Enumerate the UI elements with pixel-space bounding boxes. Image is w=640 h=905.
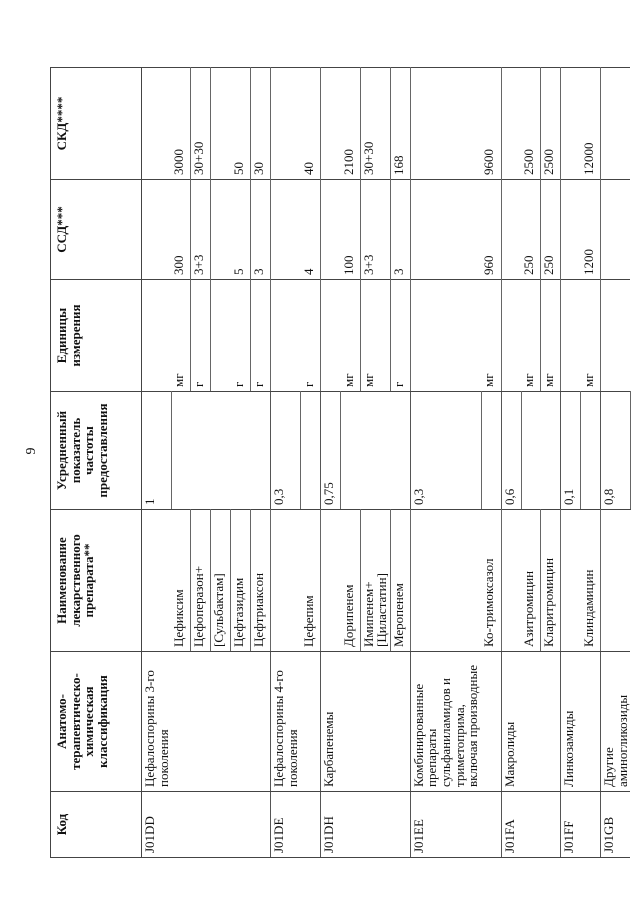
cell-units bbox=[271, 280, 301, 392]
cell-code bbox=[301, 792, 321, 858]
cell-drug: Цефиксим bbox=[171, 510, 191, 652]
header-frequency: Усредненный показатель частоты предоставления bbox=[51, 392, 142, 510]
cell-drug: Имипенем+[Циластатин] bbox=[360, 510, 390, 652]
cell-code: J01FA bbox=[501, 792, 521, 858]
cell-skd bbox=[211, 68, 231, 180]
cell-code bbox=[481, 792, 501, 858]
cell-drug bbox=[142, 510, 172, 652]
cell-units bbox=[601, 280, 631, 392]
table-row bbox=[481, 68, 501, 858]
cell-units: г bbox=[301, 280, 321, 392]
cell-ssd bbox=[271, 180, 301, 280]
cell-units bbox=[142, 280, 172, 392]
cell-units bbox=[501, 280, 521, 392]
rotated-table-container bbox=[50, 68, 640, 858]
cell-frequency bbox=[581, 392, 601, 510]
cell-skd: 30+30 bbox=[191, 68, 211, 180]
cell-ssd bbox=[501, 180, 521, 280]
cell-skd bbox=[142, 68, 172, 180]
cell-ssd: 250 bbox=[521, 180, 541, 280]
cell-atc: Цефалоспорины 3-го поколения bbox=[142, 652, 172, 792]
cell-drug: [Сульбактам] bbox=[211, 510, 231, 652]
cell-frequency bbox=[211, 392, 231, 510]
table-row bbox=[601, 68, 631, 858]
cell-skd bbox=[271, 68, 301, 180]
cell-ssd: 5 bbox=[231, 180, 251, 280]
cell-units: г bbox=[231, 280, 251, 392]
cell-drug: Кларитромицин bbox=[541, 510, 561, 652]
cell-drug: Ко-тримоксазол bbox=[481, 510, 501, 652]
cell-ssd: 300 bbox=[171, 180, 191, 280]
cell-skd: 9600 bbox=[481, 68, 501, 180]
cell-frequency: 1 bbox=[142, 392, 172, 510]
table-row bbox=[501, 68, 521, 858]
cell-ssd: 3+3 bbox=[191, 180, 211, 280]
table-row bbox=[171, 68, 191, 858]
cell-frequency: 0,75 bbox=[321, 392, 341, 510]
cell-drug: Цефепим bbox=[301, 510, 321, 652]
cell-atc: Другие аминогликозиды bbox=[601, 652, 631, 792]
cell-units: мг bbox=[541, 280, 561, 392]
cell-ssd: 100 bbox=[341, 180, 361, 280]
cell-ssd bbox=[601, 180, 631, 280]
cell-skd: 40 bbox=[301, 68, 321, 180]
cell-skd: 2100 bbox=[341, 68, 361, 180]
cell-code bbox=[581, 792, 601, 858]
cell-atc bbox=[301, 652, 321, 792]
cell-code bbox=[521, 792, 541, 858]
table-row bbox=[271, 68, 301, 858]
cell-atc bbox=[521, 652, 541, 792]
header-ssd: ССД*** bbox=[51, 180, 142, 280]
cell-atc bbox=[341, 652, 361, 792]
cell-code bbox=[251, 792, 271, 858]
cell-units bbox=[561, 280, 581, 392]
page-number: 9 bbox=[24, 447, 39, 455]
cell-skd: 30+30 bbox=[360, 68, 390, 180]
cell-atc bbox=[231, 652, 251, 792]
cell-skd: 12000 bbox=[581, 68, 601, 180]
cell-ssd: 3 bbox=[390, 180, 410, 280]
cell-atc: Карбапенемы bbox=[321, 652, 341, 792]
cell-code bbox=[541, 792, 561, 858]
cell-code: J01GB bbox=[601, 792, 631, 858]
cell-ssd: 3+3 bbox=[360, 180, 390, 280]
cell-skd bbox=[410, 68, 481, 180]
table-row bbox=[390, 68, 410, 858]
cell-ssd bbox=[211, 180, 231, 280]
cell-frequency bbox=[481, 392, 501, 510]
cell-skd: 2500 bbox=[541, 68, 561, 180]
cell-atc bbox=[191, 652, 211, 792]
cell-frequency bbox=[541, 392, 561, 510]
table-row bbox=[581, 68, 601, 858]
cell-frequency: 0,1 bbox=[561, 392, 581, 510]
cell-units: мг bbox=[341, 280, 361, 392]
cell-ssd: 250 bbox=[541, 180, 561, 280]
cell-code bbox=[390, 792, 410, 858]
cell-ssd bbox=[561, 180, 581, 280]
cell-skd: 30 bbox=[251, 68, 271, 180]
cell-drug bbox=[271, 510, 301, 652]
cell-frequency: 0,8 bbox=[601, 392, 631, 510]
cell-units: мг bbox=[521, 280, 541, 392]
header-drug: Наименование лекарственного препарата** bbox=[51, 510, 142, 652]
cell-units: мг bbox=[171, 280, 191, 392]
table-row bbox=[541, 68, 561, 858]
cell-atc: Линкозамиды bbox=[561, 652, 581, 792]
cell-skd bbox=[561, 68, 581, 180]
cell-code: J01DE bbox=[271, 792, 301, 858]
cell-drug: Цефтриаксон bbox=[251, 510, 271, 652]
cell-drug: Дорипенем bbox=[341, 510, 361, 652]
cell-units: мг bbox=[360, 280, 390, 392]
cell-drug: Клиндамицин bbox=[581, 510, 601, 652]
header-units: Единицы измерения bbox=[51, 280, 142, 392]
cell-units: г bbox=[390, 280, 410, 392]
cell-atc bbox=[581, 652, 601, 792]
cell-units bbox=[410, 280, 481, 392]
cell-atc bbox=[360, 652, 390, 792]
cell-atc bbox=[171, 652, 191, 792]
cell-drug bbox=[561, 510, 581, 652]
table-row bbox=[191, 68, 211, 858]
cell-code bbox=[341, 792, 361, 858]
cell-skd bbox=[601, 68, 631, 180]
cell-drug bbox=[601, 510, 631, 652]
cell-code: J01DD bbox=[142, 792, 172, 858]
cell-atc: Комбинированные препараты сульфаниламидов и триметоприма, включая производные bbox=[410, 652, 481, 792]
cell-code bbox=[171, 792, 191, 858]
cell-drug: Цефтазидим bbox=[231, 510, 251, 652]
cell-skd: 50 bbox=[231, 68, 251, 180]
header-atc: Анатомо-терапевтическо-химическая классификация bbox=[51, 652, 142, 792]
cell-frequency bbox=[191, 392, 211, 510]
table-row bbox=[521, 68, 541, 858]
cell-drug: Азитромицин bbox=[521, 510, 541, 652]
table-row bbox=[341, 68, 361, 858]
cell-ssd bbox=[321, 180, 341, 280]
table-row bbox=[561, 68, 581, 858]
cell-ssd: 1200 bbox=[581, 180, 601, 280]
cell-drug: Цефоперазон+ bbox=[191, 510, 211, 652]
cell-code bbox=[191, 792, 211, 858]
cell-code bbox=[211, 792, 231, 858]
cell-skd bbox=[501, 68, 521, 180]
table-row bbox=[142, 68, 172, 858]
cell-code bbox=[231, 792, 251, 858]
cell-frequency bbox=[301, 392, 321, 510]
cell-skd bbox=[321, 68, 341, 180]
cell-units: мг bbox=[481, 280, 501, 392]
table-row bbox=[231, 68, 251, 858]
cell-code bbox=[360, 792, 390, 858]
table-row bbox=[360, 68, 390, 858]
cell-frequency: 0,3 bbox=[410, 392, 481, 510]
cell-units: г bbox=[251, 280, 271, 392]
cell-skd: 3000 bbox=[171, 68, 191, 180]
table-row bbox=[211, 68, 231, 858]
cell-frequency: 0,6 bbox=[501, 392, 521, 510]
cell-frequency bbox=[360, 392, 390, 510]
cell-ssd: 3 bbox=[251, 180, 271, 280]
cell-atc bbox=[211, 652, 231, 792]
cell-skd: 2500 bbox=[521, 68, 541, 180]
cell-atc bbox=[390, 652, 410, 792]
cell-skd: 168 bbox=[390, 68, 410, 180]
cell-atc bbox=[481, 652, 501, 792]
cell-ssd: 4 bbox=[301, 180, 321, 280]
table-row bbox=[410, 68, 481, 858]
cell-drug: Меропенем bbox=[390, 510, 410, 652]
header-skd: СКД**** bbox=[51, 68, 142, 180]
drug-table bbox=[50, 67, 631, 858]
cell-frequency: 0,3 bbox=[271, 392, 301, 510]
cell-atc: Цефалоспорины 4-го поколения bbox=[271, 652, 301, 792]
table-header-row bbox=[51, 68, 142, 858]
cell-code: J01FF bbox=[561, 792, 581, 858]
cell-drug bbox=[321, 510, 341, 652]
cell-frequency bbox=[251, 392, 271, 510]
cell-atc bbox=[251, 652, 271, 792]
cell-frequency bbox=[341, 392, 361, 510]
table-row bbox=[301, 68, 321, 858]
cell-frequency bbox=[390, 392, 410, 510]
cell-frequency bbox=[521, 392, 541, 510]
cell-units bbox=[321, 280, 341, 392]
cell-code: J01EE bbox=[410, 792, 481, 858]
cell-units: г bbox=[191, 280, 211, 392]
header-code: Код bbox=[51, 792, 142, 858]
cell-ssd: 960 bbox=[481, 180, 501, 280]
cell-units bbox=[211, 280, 231, 392]
cell-ssd bbox=[410, 180, 481, 280]
cell-atc: Макролиды bbox=[501, 652, 521, 792]
cell-code: J01DH bbox=[321, 792, 341, 858]
cell-drug bbox=[410, 510, 481, 652]
cell-frequency bbox=[171, 392, 191, 510]
cell-drug bbox=[501, 510, 521, 652]
cell-frequency bbox=[231, 392, 251, 510]
table-row bbox=[251, 68, 271, 858]
table-row bbox=[321, 68, 341, 858]
cell-atc bbox=[541, 652, 561, 792]
cell-ssd bbox=[142, 180, 172, 280]
cell-units: мг bbox=[581, 280, 601, 392]
